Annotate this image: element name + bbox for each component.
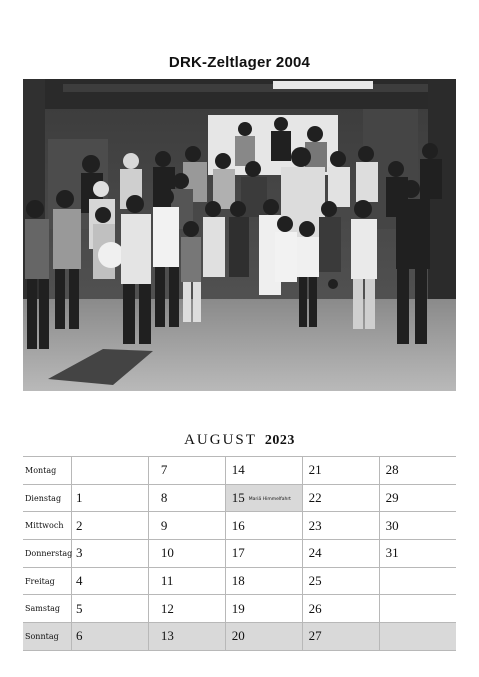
row-montag [23,457,456,485]
row-samstag [23,595,456,623]
date-cell: 6 [72,623,149,651]
date-cell: 30 [379,512,456,540]
date-cell: 5 [72,595,149,623]
date-cell: 12 [148,595,225,623]
holiday-name: Mariä Himmelfahrt [248,496,291,502]
weekday-label: Montag [23,457,72,485]
date-cell: 7 [148,457,225,485]
date-cell: 27 [302,623,379,651]
date-cell [379,567,456,595]
date-cell: 28 [379,457,456,485]
date-cell: 10 [148,540,225,568]
date-cell: 20 [225,623,302,651]
row-dienstag [23,484,456,512]
date-cell: 18 [225,567,302,595]
group-photo [23,79,456,391]
date-cell: 19 [225,595,302,623]
date-cell [379,623,456,651]
month-name: AUGUST [184,432,257,448]
group-photo-graphic [23,79,456,391]
date-cell: 14 [225,457,302,485]
date-cell: 23 [302,512,379,540]
row-donnerstag [23,540,456,568]
weekday-label: Sonntag [23,623,72,651]
date-cell: 29 [379,484,456,512]
date-cell [72,457,149,485]
calendar-title [0,432,479,449]
row-mittwoch [23,512,456,540]
photo-title: DRK-Zeltlager 2004 [168,54,311,71]
date-cell: 26 [302,595,379,623]
weekday-label: Mittwoch [23,512,72,540]
weekday-label: Samstag [23,595,72,623]
date-cell: 21 [302,457,379,485]
weekday-label: Donnerstag [23,540,72,568]
date-cell: 13 [148,623,225,651]
weekday-label: Freitag [23,567,72,595]
date-cell: 31 [379,540,456,568]
row-freitag [23,567,456,595]
date-cell: 1 [72,484,149,512]
date-cell: 9 [148,512,225,540]
date-cell: 22 [302,484,379,512]
date-cell: 17 [225,540,302,568]
date-cell: 25 [302,567,379,595]
date-cell: 8 [148,484,225,512]
date-cell: 3 [72,540,149,568]
date-cell: 2 [72,512,149,540]
date-cell: 16 [225,512,302,540]
date-cell: 24 [302,540,379,568]
date-cell: 11 [148,567,225,595]
year: 2023 [264,433,295,448]
calendar-grid [23,456,456,651]
date-cell: 4 [72,567,149,595]
date-cell [379,595,456,623]
row-sonntag [23,623,456,651]
weekday-label: Dienstag [23,484,72,512]
holiday-date-cell: 15 Mariä Himmelfahrt [225,484,302,512]
